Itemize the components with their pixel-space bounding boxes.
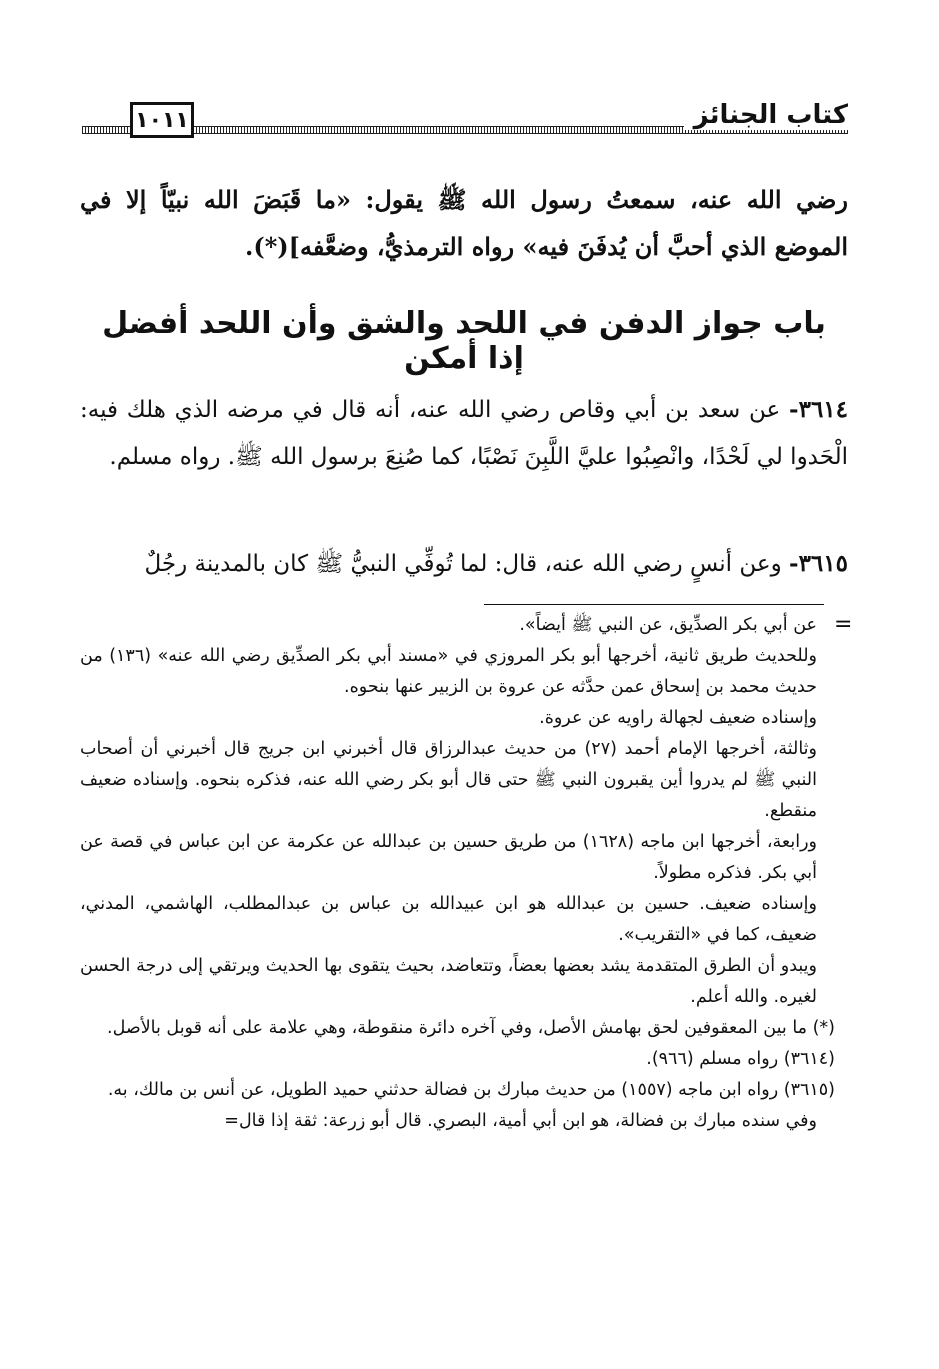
page-number: ١٠١١ [130, 102, 194, 138]
hadith-3614 [80, 386, 848, 481]
chapter-title: باب جواز الدفن في اللحد والشق وأن اللحد أفضل إذا أمكن [102, 306, 826, 376]
footnote-paragraph: ويبدو أن الطرق المتقدمة يشد بعضها بعضاً، وتتعاضد، بحيث يتقوى بها الحديث ويرتقي إلى درجة الحسن لغيره. والله أعلم. [80, 956, 817, 1007]
hadith-number: ٣٦١٥- [789, 550, 848, 577]
hadith-number: ٣٦١٤- [789, 396, 849, 423]
footnote-note: (٣٦١٥) رواه ابن ماجه (١٥٥٧) من حديث مبارك بن فضالة حدثني حميد الطويل، عن أنس بن مالك، به. [107, 1080, 835, 1100]
footnote-last-line: وفي سنده مبارك بن فضالة، هو ابن أبي أمية، البصري. قال أبو زرعة: ثقة إذا قال= [224, 1111, 817, 1131]
footnote-paragraph: وإسناده ضعيف لجهالة راويه عن عروة. [539, 708, 817, 728]
hadith-text: وعن أنسٍ رضي الله عنه، قال: لما تُوفِّي النبيُّ ﷺ كان بالمدينة رجُلٌ [144, 551, 782, 577]
footnote-note: (*) ما بين المعقوفين لحق بهامش الأصل، وفي آخره دائرة منقوطة، وهي علامة على أنه قوبل بالأصل. [107, 1018, 835, 1038]
hadith-text: عن سعد بن أبي وقاص رضي الله عنه، أنه قال في مرضه الذي هلك فيه: الْحَدوا لي لَحْدًا، وانْصِبُوا عليَّ اللَّبِنَ نَصْبًا، كما صُنِعَ برسول الله ﷺ. رواه مسلم. [80, 397, 848, 470]
footnote-note: (٣٦١٤) رواه مسلم (٩٦٦). [646, 1049, 835, 1069]
footnote-separator [484, 604, 824, 605]
running-head: كتاب الجنائز [684, 100, 848, 130]
footnote-paragraph: وثالثة، أخرجها الإمام أحمد (٢٧) من حديث عبدالرزاق قال أخبرني ابن جريج قال أخبرني أن أصحاب النبي ﷺ لم يدروا أين يقبرون النبي ﷺ حتى قال أبو بكر رضي الله عنه، فذكره بنحوه. وإسناده ضعيف منقطع. [80, 739, 818, 821]
page-header [82, 96, 848, 146]
footnote-paragraph: وللحديث طريق ثانية، أخرجها أبو بكر المروزي في «مسند أبي بكر الصدِّيق رضي الله عنه» (١٣٦) من حديث محمد بن إسحاق عمن حدَّثه عن عروة بن الزبير عنها بنحوه. [80, 646, 817, 697]
hadith-3615 [80, 540, 848, 588]
continuation-mark: = [834, 612, 853, 637]
continued-text: رضي الله عنه، سمعتُ رسول الله ﷺ يقول: «ما قَبَضَ الله نبيّاً إلا في الموضع الذي أحبَّ أن يُدفَنَ فيه» رواه الترمذيُّ، وضعَّفه](*). [80, 185, 848, 261]
footnotes [80, 610, 835, 1137]
footnote-paragraph: وإسناده ضعيف. حسين بن عبدالله هو ابن عبيدالله بن عباس بن عبدالمطلب، الهاشمي، المدني، ضعيف، كما في «التقريب». [80, 894, 817, 945]
footnote-paragraph: ورابعة، أخرجها ابن ماجه (١٦٢٨) من طريق حسين بن عبدالله عن عكرمة عن ابن عباس في قصة عن أبي بكر. فذكره مطولاً. [80, 832, 817, 883]
footnote-paragraph: عن أبي بكر الصدِّيق، عن النبي ﷺ أيضاً». [519, 615, 817, 635]
